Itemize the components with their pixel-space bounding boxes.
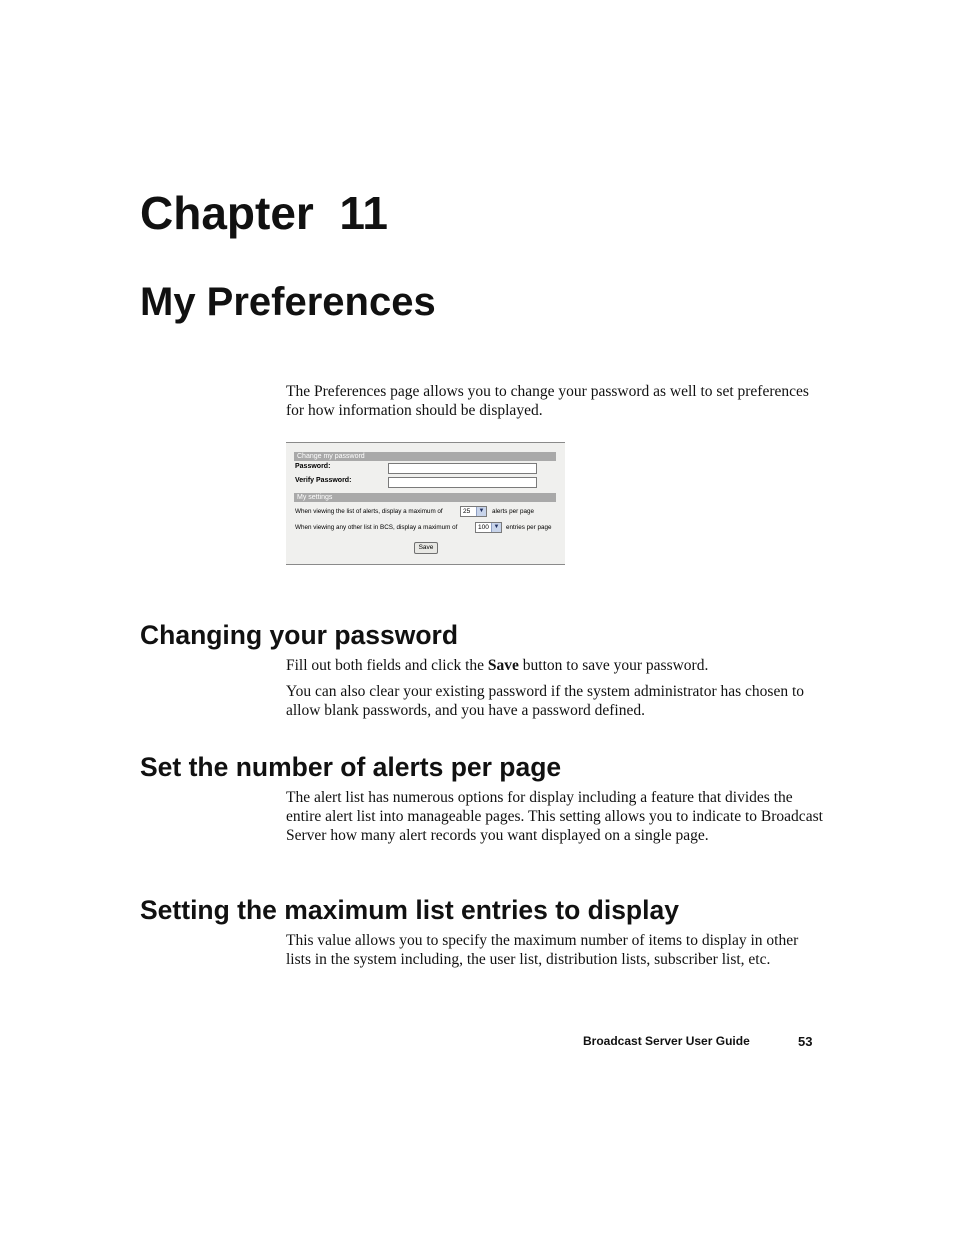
alerts-per-page-value: 25: [463, 508, 471, 515]
password-paragraph-2: You can also clear your existing password if the system administrator has chosen to allow blank passwords, and you have a password defined.: [286, 683, 805, 719]
entries-setting-suffix: entries per page: [506, 524, 552, 531]
save-emphasis: Save: [487, 657, 519, 674]
save-button[interactable]: Save: [414, 542, 438, 554]
alerts-setting-text: When viewing the list of alerts, display a maximum of: [295, 508, 443, 515]
change-password-bar: Change my password: [294, 452, 556, 461]
password-paragraph-1: Fill out both fields and click the Save button to save your password.: [286, 657, 709, 674]
entries-setting-text: When viewing any other list in BCS, display a maximum of: [295, 524, 458, 531]
footer-guide-title: Broadcast Server User Guide: [583, 1034, 750, 1048]
entries-per-page-select[interactable]: [475, 522, 502, 533]
section-heading-entries: Setting the maximum list entries to display: [140, 895, 679, 925]
preferences-screenshot: [286, 442, 565, 565]
section-heading-password: Changing your password: [140, 620, 459, 650]
alerts-per-page-select[interactable]: [460, 506, 487, 517]
section-heading-alerts: Set the number of alerts per page: [140, 752, 562, 782]
my-settings-bar: My settings: [294, 493, 556, 502]
alerts-setting-suffix: alerts per page: [492, 508, 535, 515]
chapter-number: Chapter 11: [140, 187, 388, 239]
password-field[interactable]: [388, 463, 537, 474]
chapter-title: My Preferences: [140, 280, 436, 324]
entries-per-page-value: 100: [478, 524, 489, 531]
page-number: 53: [798, 1034, 813, 1049]
alerts-paragraph: The alert list has numerous options for display including a feature that divides the entire alert list into manageable pages. This setting allows you to indicate to Broadcast Server how many alert records you want displayed on a single page.: [286, 789, 823, 844]
verify-password-field[interactable]: [388, 477, 537, 488]
chevron-down-icon: ▼: [491, 523, 501, 532]
intro-paragraph: The Preferences page allows you to change your password as well to set preferences for how information should be displayed.: [286, 383, 809, 419]
password-label: Password:: [295, 463, 331, 470]
entries-paragraph: This value allows you to specify the maximum number of items to display in other lists in the system including, the user list, distribution lists, subscriber list, etc.: [286, 932, 799, 968]
verify-password-label: Verify Password:: [295, 477, 352, 484]
chevron-down-icon: ▼: [476, 507, 486, 516]
